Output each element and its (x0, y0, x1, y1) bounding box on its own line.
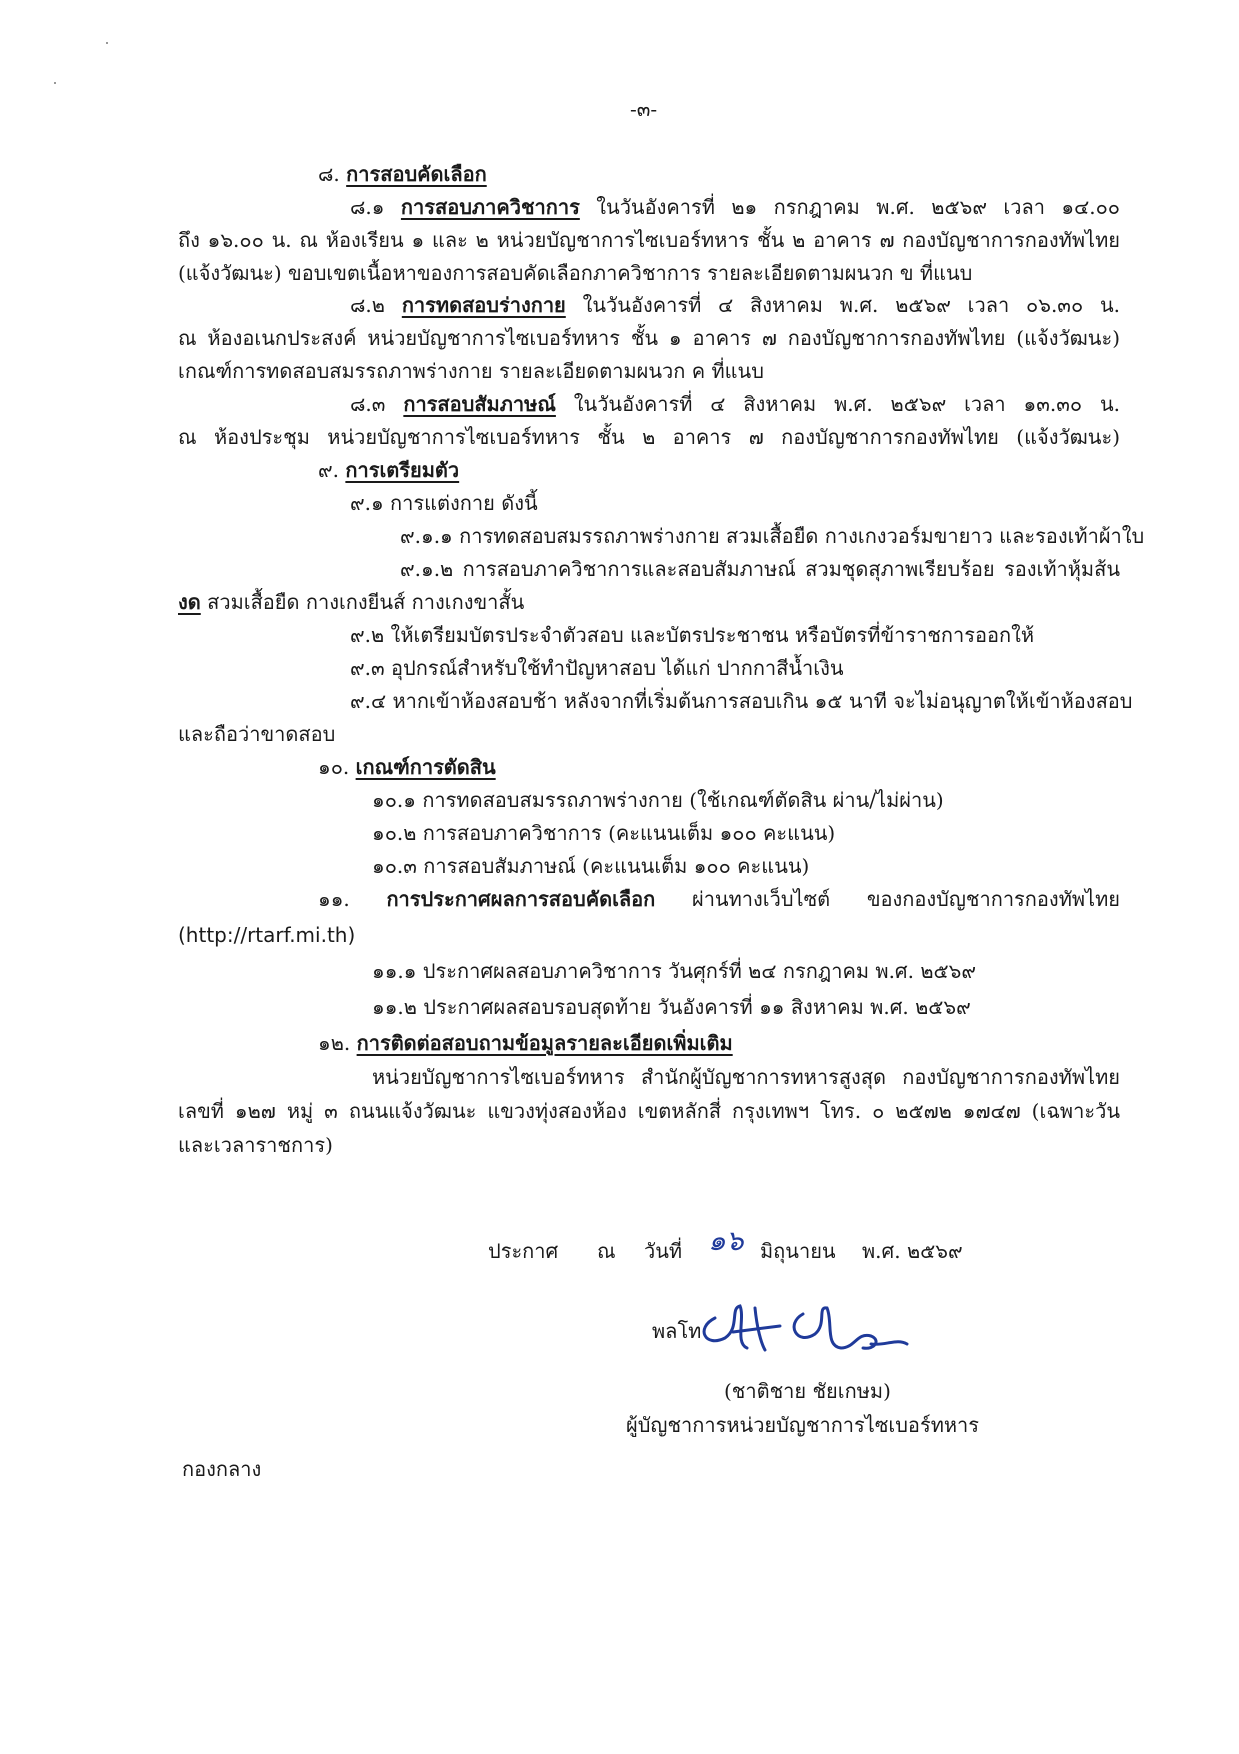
section-10-1: ๑๐.๑ การทดสอบสมรรถภาพร่างกาย (ใช้เกณฑ์ตัดสิน ผ่าน/ไม่ผ่าน) (372, 788, 944, 812)
section-10-2: ๑๐.๒ การสอบภาควิชาการ (คะแนนเต็ม ๑๐๐ คะแนน) (372, 821, 836, 845)
section-11-1: ๑๑.๑ ประกาศผลสอบภาควิชาการ วันศุกร์ที่ ๒๔ กรกฎาคม พ.ศ. ๒๕๖๙ (372, 959, 976, 983)
section-10-3: ๑๐.๓ การสอบสัมภาษณ์ (คะแนนเต็ม ๑๐๐ คะแนน) (372, 854, 810, 878)
section-8-2-line-1: ๘.๒ การทดสอบร่างกาย ในวันอังคารที่ ๔ สิงหาคม พ.ศ. ๒๕๖๙ เวลา ๐๖.๓๐ น. (350, 293, 1121, 317)
page-number: -๓- (630, 97, 658, 121)
section-12-line-2: เลขที่ ๑๒๗ หมู่ ๓ ถนนแจ้งวัฒนะ แขวงทุ่งสองห้อง เขตหลักสี่ กรุงเทพฯ โทร. ๐ ๒๕๗๒ ๑๗๔๗ (เฉพาะวัน (178, 1099, 1120, 1123)
section-8-2-line-2: ณ ห้องอเนกประสงค์ หน่วยบัญชาการไซเบอร์ทหาร ชั้น ๑ อาคาร ๗ กองบัญชาการกองทัพไทย (แจ้งวัฒนะ) (178, 326, 1120, 350)
section-12-heading (318, 1028, 733, 1058)
section-9-1-1: ๙.๑.๑ การทดสอบสมรรถภาพร่างกาย สวมเสื้อยืด กางเกงวอร์มขายาว และรองเท้าผ้าใบ (400, 524, 1145, 548)
signer-position: ผู้บัญชาการหน่วยบัญชาการไซเบอร์ทหาร (626, 1413, 980, 1437)
section-11-2: ๑๑.๒ ประกาศผลสอบรอบสุดท้าย วันอังคารที่ ๑๑ สิงหาคม พ.ศ. ๒๕๖๙ (372, 995, 971, 1019)
section-8-1-line-2: ถึง ๑๖.๐๐ น. ณ ห้องเรียน ๑ และ ๒ หน่วยบัญชาการไซเบอร์ทหาร ชั้น ๒ อาคาร ๗ กองบัญชาการกองทัพไทย (178, 228, 1120, 252)
subsection-title: การสอบสัมภาษณ์ (403, 392, 556, 416)
section-title: การเตรียมตัว (345, 458, 460, 482)
signer-name: (ชาติชาย ชัยเกษม) (724, 1379, 891, 1403)
announce-month: มิถุนายน (760, 1239, 836, 1263)
section-8-3-line-1: ๘.๓ การสอบสัมภาษณ์ ในวันอังคารที่ ๔ สิงหาคม พ.ศ. ๒๕๖๙ เวลา ๑๓.๓๐ น. (350, 392, 1121, 416)
section-title: การประกาศผลการสอบคัดเลือก (386, 887, 656, 911)
section-number: ๘. (318, 162, 340, 186)
website-url: (http://rtarf.mi.th) (178, 923, 356, 947)
section-number: ๑๐. (318, 755, 350, 779)
scan-speck (54, 82, 56, 84)
section-9-heading (318, 455, 459, 485)
subsection-title: การสอบภาควิชาการ (400, 195, 580, 219)
section-title: การสอบคัดเลือก (346, 162, 487, 186)
emphasis-prohibit: งด (178, 590, 201, 614)
section-9-4-line-1: ๙.๔ หากเข้าห้องสอบช้า หลังจากที่เริ่มต้นการสอบเกิน ๑๕ นาที จะไม่อนุญาตให้เข้าห้องสอบ (350, 689, 1133, 713)
subsection-title: การทดสอบร่างกาย (401, 293, 566, 317)
handwritten-signature (685, 1288, 925, 1368)
section-number: ๑๑. (318, 887, 350, 911)
section-11-line-1: ๑๑. การประกาศผลการสอบคัดเลือก ผ่านทางเว็บไซต์ ของกองบัญชาการกองทัพไทย (318, 887, 1121, 911)
section-title: เกณฑ์การตัดสิน (355, 755, 496, 779)
announce-year: พ.ศ. ๒๕๖๙ (862, 1239, 963, 1263)
section-8-1-line-1: ๘.๑ การสอบภาควิชาการ ในวันอังคารที่ ๒๑ กรกฎาคม พ.ศ. ๒๕๖๙ เวลา ๑๔.๐๐ (350, 195, 1120, 219)
section-9-1-2-line-2: งด สวมเสื้อยืด กางเกงยีนส์ กางเกงขาสั้น (178, 590, 525, 614)
announce-at: ณ (597, 1239, 616, 1263)
section-8-3-line-2: ณ ห้องประชุม หน่วยบัญชาการไซเบอร์ทหาร ชั้น ๒ อาคาร ๗ กองบัญชาการกองทัพไทย (แจ้งวัฒนะ) (178, 425, 1120, 449)
section-9-1-2-line-1: ๙.๑.๒ การสอบภาควิชาการและสอบสัมภาษณ์ สวมชุดสุภาพเรียบร้อย รองเท้าหุ้มส้น (400, 557, 1120, 581)
section-number: ๑๒. (318, 1031, 351, 1055)
section-number: ๙. (318, 458, 340, 482)
section-title: การติดต่อสอบถามข้อมูลรายละเอียดเพิ่มเติม (356, 1031, 733, 1055)
announce-day-handwritten: ๑๖ (708, 1224, 744, 1257)
section-8-2-line-3: เกณฑ์การทดสอบสมรรถภาพร่างกาย รายละเอียดตามผนวก ค ที่แนบ (178, 359, 764, 383)
announce-prefix: ประกาศ (488, 1239, 559, 1263)
section-8-1-line-3: (แจ้งวัฒนะ) ขอบเขตเนื้อหาของการสอบคัดเลือกภาควิชาการ รายละเอียดตามผนวก ข ที่แนบ (178, 261, 973, 285)
section-9-4-line-2: และถือว่าขาดสอบ (178, 722, 336, 746)
section-12-line-1: หน่วยบัญชาการไซเบอร์ทหาร สำนักผู้บัญชาการทหารสูงสุด กองบัญชาการกองทัพไทย (372, 1065, 1120, 1089)
section-10-heading (318, 752, 496, 782)
section-12-line-3: และเวลาราชการ) (178, 1133, 333, 1157)
signer-rank: พลโท (652, 1319, 702, 1343)
section-9-3: ๙.๓ อุปกรณ์สำหรับใช้ทำปัญหาสอบ ได้แก่ ปากกาสีน้ำเงิน (350, 656, 844, 680)
section-9-1: ๙.๑ การแต่งกาย ดังนี้ (350, 491, 538, 515)
section-9-2: ๙.๒ ให้เตรียมบัตรประจำตัวสอบ และบัตรประชาชน หรือบัตรที่ข้าราชการออกให้ (350, 623, 1035, 647)
scan-speck (106, 42, 108, 44)
footer-department: กองกลาง (182, 1457, 262, 1481)
section-8-heading (318, 159, 487, 189)
announce-day-label: วันที่ (644, 1239, 683, 1263)
